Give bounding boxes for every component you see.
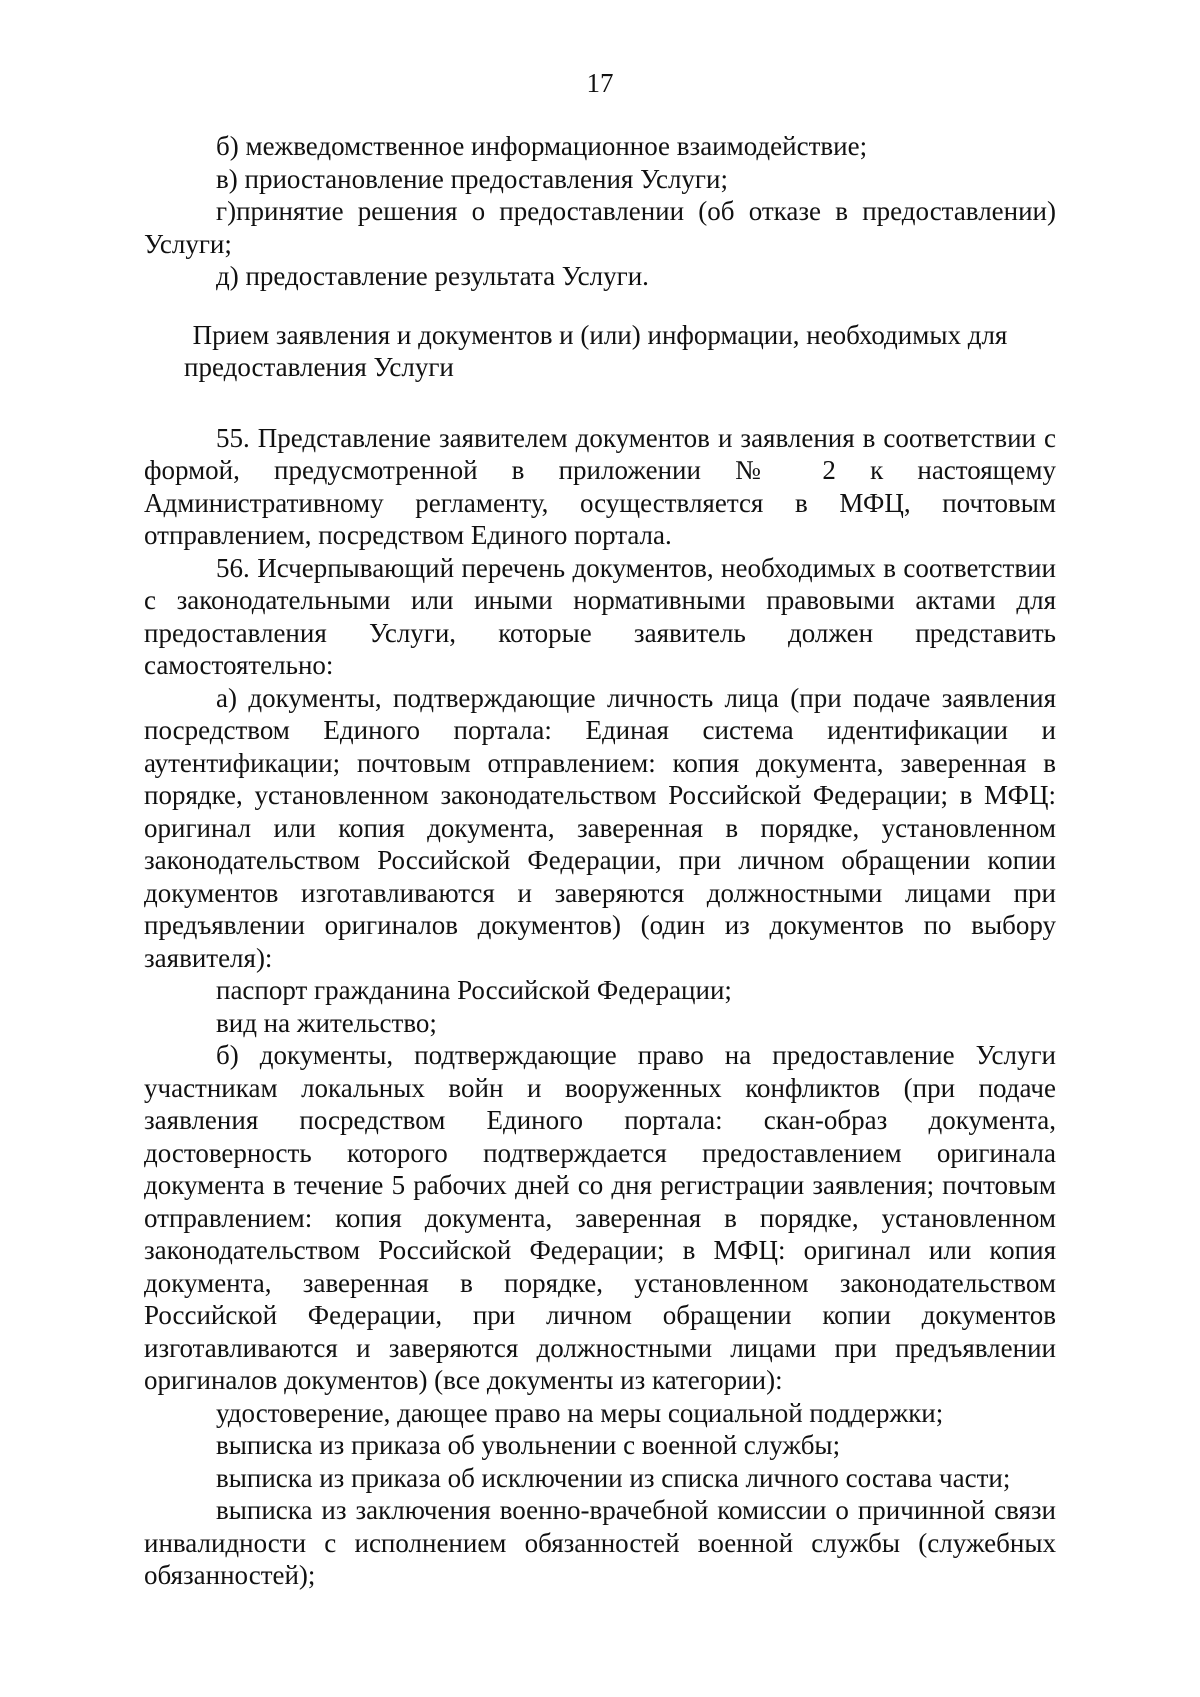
- document-item-medical-commission: выписка из заключения военно-врачебной комиссии о причинной связи инвалидности с исполнением обязанностей военной службы (служебных обязанностей);: [144, 1495, 1056, 1590]
- list-item-g: г)принятие решения о предоставлении (об отказе в предоставлении) Услуги;: [144, 196, 1056, 259]
- document-body: [144, 130, 1056, 1592]
- document-item-certificate: удостоверение, дающее право на меры социальной поддержки;: [216, 1397, 944, 1428]
- list-item-d: д) предоставление результата Услуги.: [216, 261, 649, 291]
- document-item-exclusion-order: выписка из приказа об исключении из списка личного состава части;: [216, 1462, 1011, 1493]
- document-item-residence-permit: вид на жительство;: [216, 1007, 437, 1038]
- list-item-b: б) межведомственное информационное взаимодействие;: [216, 131, 868, 161]
- section-heading: Прием заявления и документов и (или) информации, необходимых для предоставления Услуги: [184, 319, 1008, 382]
- paragraph-56-b: б) документы, подтверждающие право на предоставление Услуги участникам локальных войн и вооруженных конфликтов (при подаче заявления посредством Единого портала: скан-образ документа, достоверность которого подтверждается предоставлением оригинала документа в течение 5 рабочих дней со дня регистрации заявления; почтовым отправлением: копия документа, заверенная в порядке, установленном законодательством Российской Федерации; в МФЦ: оригинал или копия документа, заверенная в порядке, установленном законодательством Российской Федерации, при личном обращении копии документов изготавливаются и заверяются должностными лицами при предъявлении оригиналов документов) (все документы из категории):: [144, 1040, 1056, 1395]
- document-item-passport: паспорт гражданина Российской Федерации;: [216, 975, 732, 1005]
- document-item-discharge-order: выписка из приказа об увольнении с военной службы;: [216, 1430, 841, 1460]
- paragraph-55: 55. Представление заявителем документов и заявления в соответствии с формой, предусмотренной в приложении № 2 к настоящему Административному регламенту, осуществляется в МФЦ, почтовым отправлением, посредством Единого портала.: [144, 422, 1056, 550]
- list-item-v: в) приостановление предоставления Услуги;: [216, 163, 728, 194]
- paragraph-56: 56. Исчерпывающий перечень документов, необходимых в соответствии с законодательными или иными нормативными правовыми актами для предоставления Услуги, которые заявитель должен представить самостоятельно:: [144, 552, 1056, 680]
- page-number: 17: [586, 68, 614, 98]
- paragraph-56-a: а) документы, подтверждающие личность лица (при подаче заявления посредством Единого портала: Единая система идентификации и аутентификации; почтовым отправлением: копия документа, заверенная в порядке, установленном законодательством Российской Федерации; в МФЦ: оригинал или копия документа, заверенная в порядке, установленном законодательством Российской Федерации, при личном обращении копии документов изготавливаются и заверяются должностными лицами при предъявлении оригиналов документов) (один из документов по выбору заявителя):: [144, 682, 1056, 973]
